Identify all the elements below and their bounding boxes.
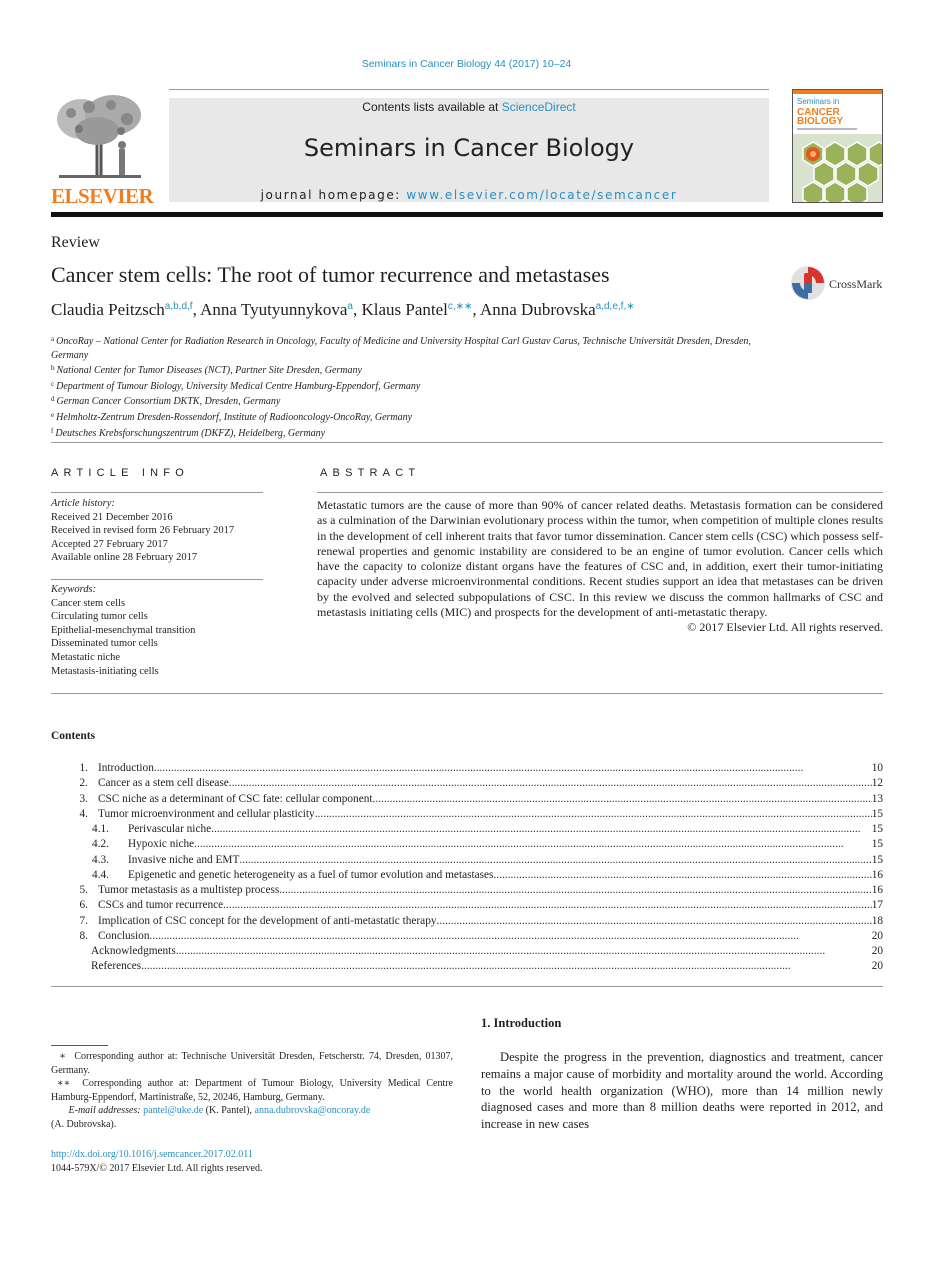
sciencedirect-link[interactable]: ScienceDirect	[501, 100, 576, 114]
cover-title-1: Seminars in	[797, 97, 840, 106]
toc-item[interactable]	[51, 883, 883, 898]
toc-number: 5.	[79, 884, 88, 896]
affiliation-key: d	[51, 395, 55, 404]
author-name: Claudia Peitzsch	[51, 300, 165, 319]
toc-item[interactable]	[51, 837, 883, 852]
history-item: Received 21 December 2016	[51, 511, 173, 523]
toc-title: Invasive niche and EMT	[128, 853, 240, 866]
article-info-heading: ARTICLE INFO	[51, 467, 189, 479]
toc-leader	[154, 761, 872, 776]
abstract-heading: ABSTRACT	[320, 467, 421, 479]
author-2	[200, 300, 361, 319]
elsevier-wordmark: ELSEVIER	[51, 184, 154, 208]
toc-page: 20	[871, 945, 883, 957]
toc-leader	[211, 822, 872, 837]
toc-number: 4.1.	[92, 823, 109, 835]
toc-page: 12	[871, 777, 883, 790]
toc-title: Hypoxic niche	[128, 838, 195, 851]
abstract-text: Metastatic tumors are the cause of more than 90% of cancer related deaths. Metastasis formation can be considered as a culmination of the Darwinian evolutionary process within the tumor, when competition of multiple clones results in the development of cell inherent traits that favor tumor dissemination. Cancer stem cells (CSC) which possess self-renewal properties and genomic instability are considered to be an engine of tumor evolution. Cancer cells which have the capacity to colonize distant organs have the features of CSC and, in addition, exert their tumor-initiating capacity under adverse microenvironmental conditions. Recent studies support an idea that metastases can be driven by the evolved and selected subpopulations of CSC. In this review we discuss the common hallmarks of CSC and metastasis initiating cells (MIC) and prospects for the development of anti-metastatic therapy.	[317, 498, 883, 620]
abstract-rule	[317, 492, 883, 493]
contents-prefix: Contents lists available at	[362, 100, 502, 114]
toc-page: 10	[871, 762, 883, 774]
header-top-rule	[169, 89, 769, 90]
toc-page: 16	[871, 868, 883, 881]
toc-number: 8.	[79, 929, 88, 942]
footnote-text: Corresponding author at: Department of Tumour Biology, University Medical Centre Hamburg-Eppendorf, Martinistraße, 52, 20246, Hamburg, Germany.	[51, 1078, 453, 1103]
journal-title: Seminars in Cancer Biology	[303, 134, 635, 162]
affiliation-text: Deutsches Krebsforschungszentrum (DKFZ), Heidelberg, Germany	[55, 427, 326, 439]
contents-available-line	[169, 100, 769, 114]
author-affiliation-marks[interactable]: a,d,e,f,∗	[595, 301, 635, 312]
toc-page: 15	[871, 823, 883, 835]
introduction-text: Despite the progress in the prevention, diagnostics and treatment, cancer remains a major cause of morbidity and mortality around the world. According to the world health organization (WHO), more than 14 million newly diagnosed cases and more than 8 million deaths were reported in 2012, and increase in new cases	[481, 1050, 883, 1132]
toc-item[interactable]	[51, 914, 883, 929]
article-history	[51, 497, 263, 565]
journal-banner	[169, 98, 769, 202]
keyword-item: Disseminated tumor cells	[51, 638, 158, 650]
crossmark-badge[interactable]	[790, 264, 885, 302]
author-name: Anna Tyutyunnykova	[200, 300, 348, 319]
email-owner: (A. Dubrovska).	[51, 1118, 117, 1130]
toc-page: 15	[871, 853, 883, 866]
affiliation-item	[51, 393, 771, 409]
toc-leader	[141, 959, 872, 974]
history-item: Available online 28 February 2017	[51, 552, 198, 564]
affiliation-item	[51, 378, 771, 394]
author-4	[480, 300, 635, 319]
affiliation-item	[51, 409, 771, 425]
toc-item[interactable]	[51, 944, 883, 959]
doi-link[interactable]: http://dx.doi.org/10.1016/j.semcancer.2017.02.011	[51, 1149, 253, 1160]
toc-title: Acknowledgments	[91, 945, 176, 957]
header-rule	[51, 212, 883, 217]
toc-title: Cancer as a stem cell disease	[98, 777, 229, 790]
abstract-copyright: © 2017 Elsevier Ltd. All rights reserved.	[687, 620, 883, 635]
toc-title: Tumor microenvironment and cellular plasticity	[98, 807, 315, 820]
author-name: Anna Dubrovska	[479, 300, 596, 319]
affiliation-key: c	[51, 379, 55, 388]
keywords-block	[51, 583, 263, 678]
affiliation-item	[51, 425, 771, 441]
author-list	[51, 300, 635, 320]
toc-leader	[194, 837, 872, 852]
toc-leader	[315, 807, 872, 822]
article-title: Cancer stem cells: The root of tumor recurrence and metastases	[51, 262, 610, 287]
toc-leader	[373, 792, 872, 807]
toc-leader	[176, 944, 872, 959]
keyword-item: Circulating tumor cells	[51, 611, 148, 623]
section-divider	[51, 693, 883, 694]
affiliation-item	[51, 362, 771, 378]
toc-number: 4.2.	[92, 838, 109, 851]
toc-item[interactable]	[51, 959, 883, 974]
homepage-link[interactable]: www.elsevier.com/locate/semcancer	[406, 188, 678, 202]
email-label: E-mail addresses:	[68, 1105, 141, 1117]
keyword-item: Metastasis-initiating cells	[51, 665, 159, 677]
toc-page: 15	[871, 807, 883, 820]
toc-item[interactable]	[51, 898, 883, 913]
toc-title: Perivascular niche	[128, 823, 212, 835]
affiliation-key: a	[51, 335, 55, 343]
toc-page: 20	[871, 929, 883, 942]
history-item: Received in revised form 26 February 2017	[51, 525, 235, 537]
toc-item[interactable]	[51, 776, 883, 791]
article-info-rule	[51, 492, 263, 493]
cover-title-3: BIOLOGY	[797, 116, 844, 127]
toc-title: CSCs and tumor recurrence	[98, 899, 224, 912]
article-section-type: Review	[51, 234, 100, 251]
toc-number: 1.	[79, 762, 88, 774]
section-divider	[51, 986, 883, 987]
toc-page: 16	[871, 884, 883, 896]
footnote-emails	[51, 1104, 453, 1131]
email-dubrovska-link[interactable]: anna.dubrovska@oncoray.de	[254, 1105, 371, 1117]
keywords-label: Keywords:	[51, 584, 97, 595]
toc-title: Conclusion	[98, 929, 150, 942]
toc-number	[51, 944, 90, 959]
toc-item[interactable]	[51, 853, 883, 868]
journal-cover-image[interactable]	[792, 89, 883, 203]
toc-leader	[223, 898, 872, 913]
cover-art-icon	[793, 90, 883, 203]
toc-page: 18	[871, 914, 883, 927]
toc-leader	[239, 853, 871, 868]
toc-leader	[229, 776, 872, 791]
toc-number: 2.	[79, 777, 88, 790]
affiliation-text: German Cancer Consortium DKTK, Dresden, Germany	[56, 396, 281, 408]
toc-number	[51, 959, 90, 974]
keyword-item: Metastatic niche	[51, 651, 121, 663]
toc-leader	[149, 929, 871, 944]
toc-leader	[279, 883, 871, 898]
toc-item[interactable]	[51, 792, 883, 807]
author-separator: ,	[352, 300, 362, 319]
toc-title: Introduction	[98, 762, 154, 774]
keyword-item: Epithelial-mesenchymal transition	[51, 624, 196, 636]
toc-number: 4.4.	[92, 868, 109, 881]
cover-title-2: CANCER	[797, 107, 840, 118]
toc-title: References	[91, 960, 142, 973]
author-1	[51, 300, 200, 319]
toc-item[interactable]	[51, 807, 883, 822]
affiliation-key: e	[51, 410, 55, 419]
elsevier-logo	[51, 93, 154, 208]
author-3	[361, 300, 480, 319]
affiliation-text: National Center for Tumor Diseases (NCT), Partner Site Dresden, Germany	[56, 365, 362, 377]
toc-item[interactable]	[51, 868, 883, 883]
keywords-rule	[51, 579, 263, 580]
footnotes	[51, 1050, 453, 1132]
author-separator: ,	[472, 300, 480, 319]
affiliation-list	[51, 333, 771, 440]
issn-copyright: 1044-579X/© 2017 Elsevier Ltd. All rights reserved.	[51, 1162, 263, 1174]
footnote-1	[51, 1050, 453, 1077]
journal-header	[51, 89, 883, 215]
footnote-2	[51, 1077, 453, 1104]
toc-item[interactable]	[51, 822, 883, 837]
doi-block	[51, 1148, 262, 1175]
history-label: Article history:	[51, 498, 115, 509]
crossmark-icon	[790, 264, 885, 302]
author-affiliation-marks[interactable]: c,∗∗	[447, 301, 473, 312]
toc-item[interactable]	[51, 761, 883, 776]
toc-number: 4.	[79, 807, 88, 820]
footnote-mark: ∗∗	[56, 1078, 71, 1090]
toc-leader	[437, 914, 872, 929]
author-affiliation-marks[interactable]: a,b,d,f	[164, 301, 193, 312]
affiliation-key: b	[51, 364, 55, 373]
history-item: Accepted 27 February 2017	[51, 538, 168, 550]
toc-page: 15	[871, 838, 883, 851]
toc-number: 4.3.	[92, 853, 109, 866]
footnote-mark: ∗	[59, 1051, 67, 1062]
affiliation-item	[51, 333, 771, 362]
elsevier-tree-icon	[51, 93, 147, 179]
toc-number: 6.	[79, 899, 88, 912]
journal-reference[interactable]: Seminars in Cancer Biology 44 (2017) 10–24	[361, 58, 572, 70]
contents-heading: Contents	[51, 730, 96, 742]
toc-number: 7.	[79, 914, 88, 927]
homepage-prefix: journal homepage:	[260, 188, 407, 202]
crossmark-label: CrossMark	[829, 277, 883, 291]
affiliation-text: Department of Tumour Biology, University Medical Centre Hamburg-Eppendorf, Germany	[56, 380, 421, 392]
toc-item[interactable]	[51, 929, 883, 944]
footnote-text: Corresponding author at: Technische Universität Dresden, Fetscherstr. 74, Dresden, 01307, Germany.	[51, 1051, 454, 1076]
abstract-body	[317, 498, 883, 636]
toc-title: CSC niche as a determinant of CSC fate: cellular component	[98, 792, 373, 805]
toc-leader	[493, 868, 871, 883]
affiliation-key: f	[51, 426, 54, 435]
author-name: Klaus Pantel	[361, 300, 448, 319]
toc-page: 13	[871, 792, 883, 805]
section-divider	[51, 442, 883, 443]
toc-title: Epigenetic and genetic heterogeneity as a fuel of tumor evolution and metastases	[128, 868, 494, 881]
affiliation-text: OncoRay – National Center for Radiation Research in Oncology, Faculty of Medicine and University Hospital Carl Gustav Carus, Technische Universität Dresden, Dresden, Germany	[51, 336, 751, 361]
journal-homepage-line	[169, 188, 769, 202]
toc-number: 3.	[79, 792, 88, 805]
email-owner: (K. Pantel),	[203, 1105, 255, 1117]
author-separator: ,	[192, 300, 201, 319]
introduction-heading: 1. Introduction	[481, 1016, 562, 1030]
toc-title: Implication of CSC concept for the development of anti-metastatic therapy	[98, 914, 437, 927]
toc-page: 17	[871, 899, 883, 912]
footnote-rule	[51, 1045, 108, 1046]
toc-page: 20	[871, 960, 883, 973]
affiliation-text: Helmholtz-Zentrum Dresden-Rossendorf, Institute of Radiooncology-OncoRay, Germany	[56, 411, 413, 423]
table-of-contents	[51, 761, 883, 975]
keyword-item: Cancer stem cells	[51, 597, 126, 609]
email-pantel-link[interactable]: pantel@uke.de	[143, 1105, 204, 1117]
author-affiliation-marks[interactable]: a	[347, 301, 353, 312]
toc-title: Tumor metastasis as a multistep process	[98, 884, 280, 896]
